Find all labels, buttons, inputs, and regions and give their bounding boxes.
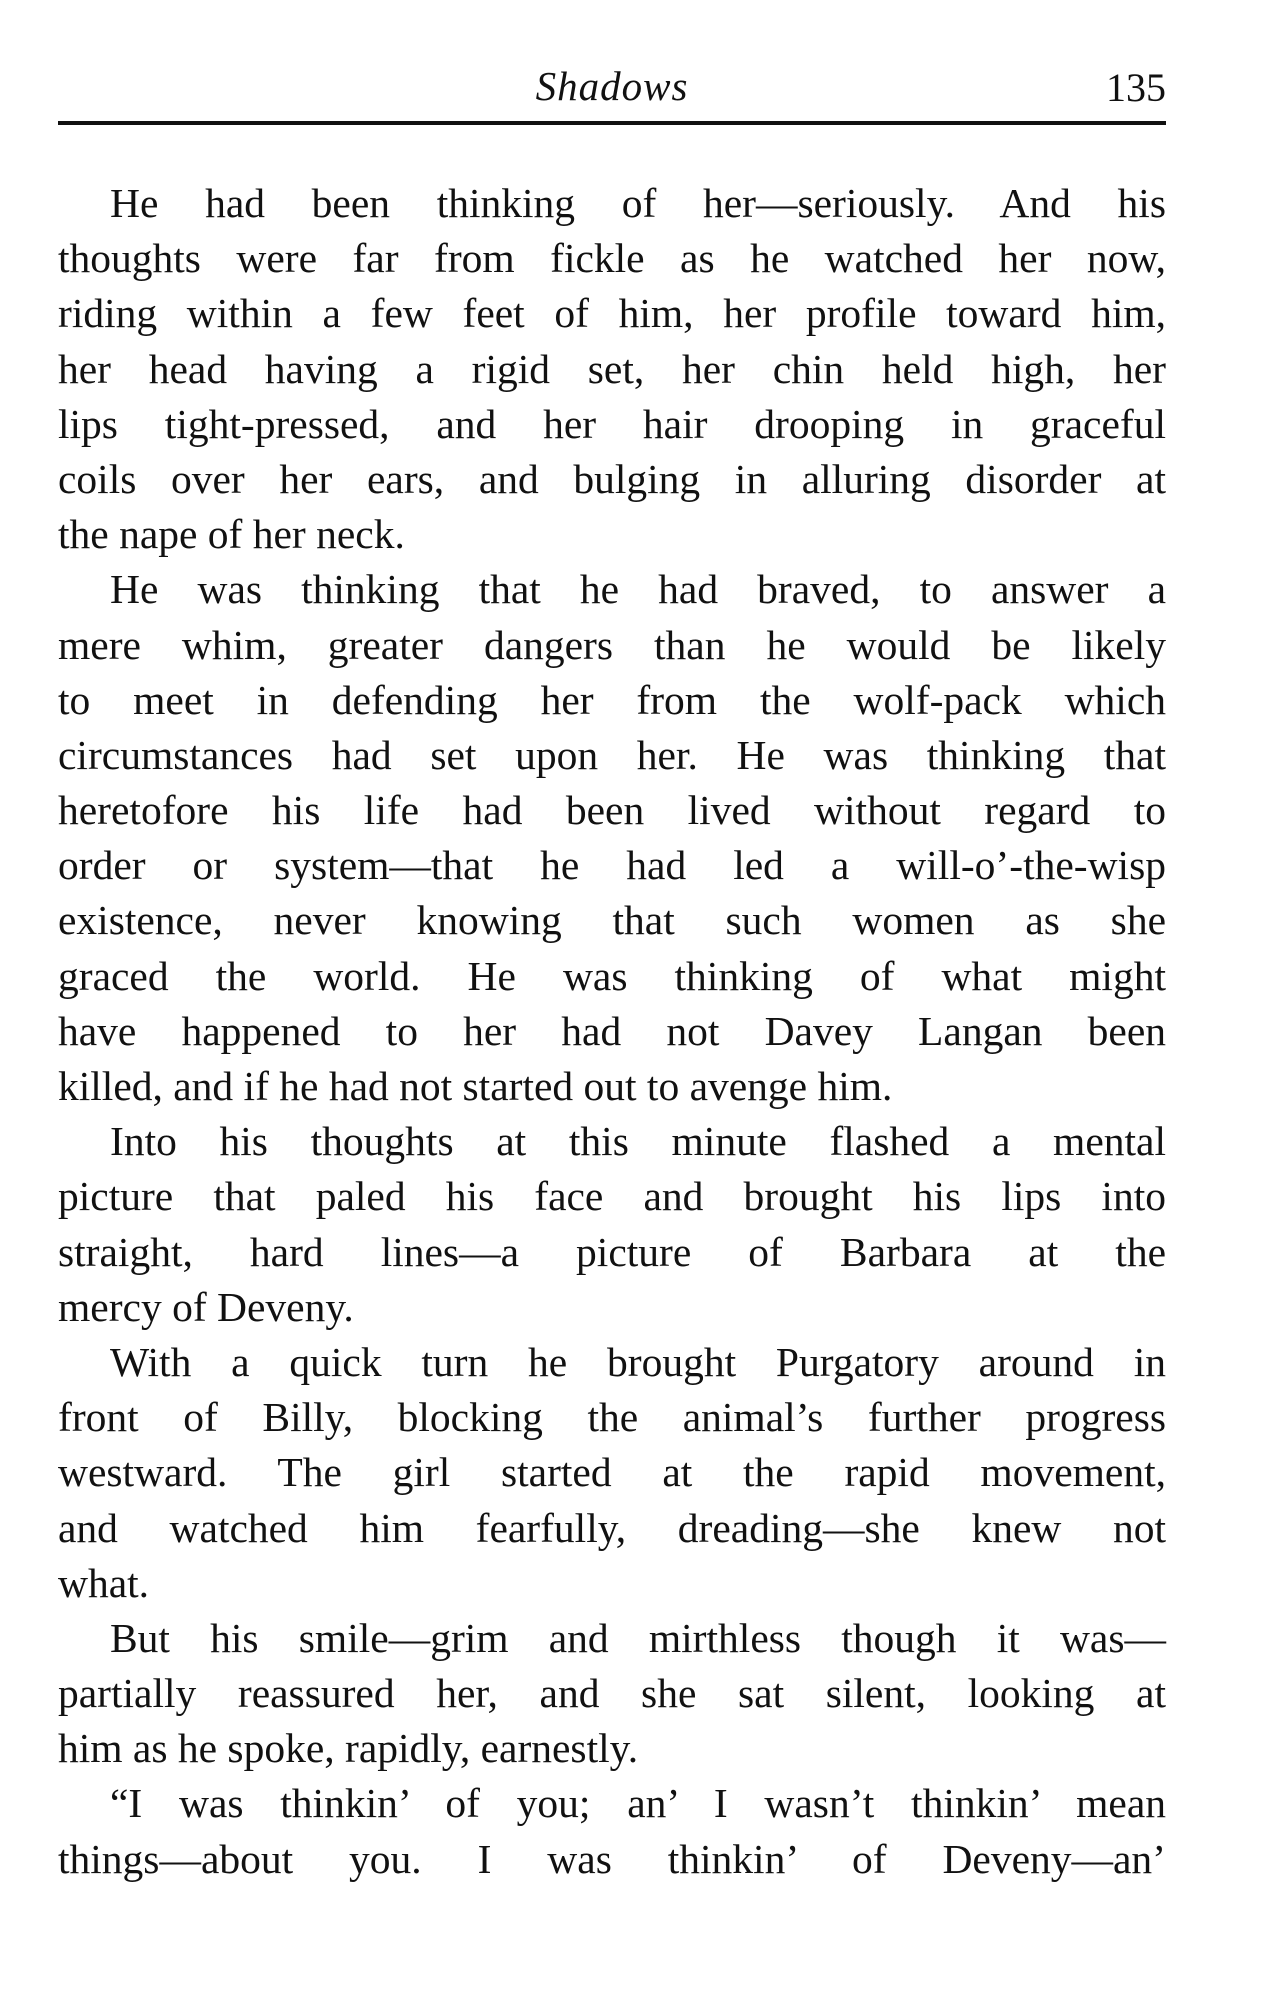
text-line: killed, and if he had not started out to avenge him. (58, 1063, 893, 1109)
text-line: things—about you. I was thinkin’ of Deveny—an’ (58, 1835, 1166, 1882)
text-line: Into his thoughts at this minute flashed a mental (110, 1118, 1166, 1165)
text-line: order or system—that he had led a will-o’-the-wisp (58, 842, 1166, 889)
header-rule (58, 121, 1166, 125)
text-line: picture that paled his face and brought his lips into (58, 1173, 1166, 1220)
text-line: coils over her ears, and bulging in alluring disorder at (58, 455, 1166, 502)
text-line: the nape of her neck. (58, 511, 405, 558)
text-line: lips tight-pressed, and her hair drooping in graceful (58, 400, 1166, 447)
text-line: him as he spoke, rapidly, earnestly. (58, 1725, 639, 1772)
text-line: riding within a few feet of him, her profile toward him, (58, 290, 1166, 337)
text-line: He had been thinking of her—seriously. And his (110, 180, 1166, 226)
text-line: thoughts were far from fickle as he watched her now, (58, 235, 1166, 282)
text-line: existence, never knowing that such women as she (58, 897, 1166, 944)
text-line: mercy of Deveny. (58, 1283, 354, 1330)
paragraph (58, 1611, 1166, 1777)
text-line: He was thinking that he had braved, to answer a (110, 566, 1166, 613)
text-line: front of Billy, blocking the animal’s further progress (58, 1394, 1166, 1441)
paragraph (58, 1335, 1166, 1611)
text-line: straight, hard lines—a picture of Barbara at the (58, 1228, 1166, 1275)
paragraph (58, 176, 1166, 562)
text-line: partially reassured her, and she sat silent, looking at (58, 1670, 1166, 1717)
paragraph (58, 562, 1166, 1114)
text-line: circumstances had set upon her. He was thinking that (58, 731, 1166, 778)
body-text (58, 176, 1166, 1887)
text-line: to meet in defending her from the wolf-pack which (58, 676, 1166, 723)
text-line: what. (58, 1559, 150, 1606)
text-line: westward. The girl started at the rapid movement, (58, 1449, 1166, 1496)
text-line: her head having a rigid set, her chin held high, her (58, 345, 1166, 392)
text-line: With a quick turn he brought Purgatory around in (110, 1338, 1166, 1385)
page-number: 135 (1106, 65, 1166, 110)
text-line: heretofore his life had been lived without regard to (58, 787, 1166, 834)
running-head (58, 52, 1166, 112)
text-line: and watched him fearfully, dreading—she knew not (58, 1504, 1166, 1551)
text-line: But his smile—grim and mirthless though it was— (110, 1614, 1166, 1661)
paragraph (58, 1776, 1166, 1886)
text-line: graced the world. He was thinking of what might (58, 952, 1166, 999)
paragraph (58, 1114, 1166, 1335)
text-line: “I was thinkin’ of you; an’ I wasn’t thinkin’ mean (110, 1780, 1166, 1827)
running-title: Shadows (535, 63, 689, 109)
text-line: have happened to her had not Davey Langan been (58, 1007, 1166, 1054)
text-line: mere whim, greater dangers than he would be likely (58, 621, 1166, 668)
